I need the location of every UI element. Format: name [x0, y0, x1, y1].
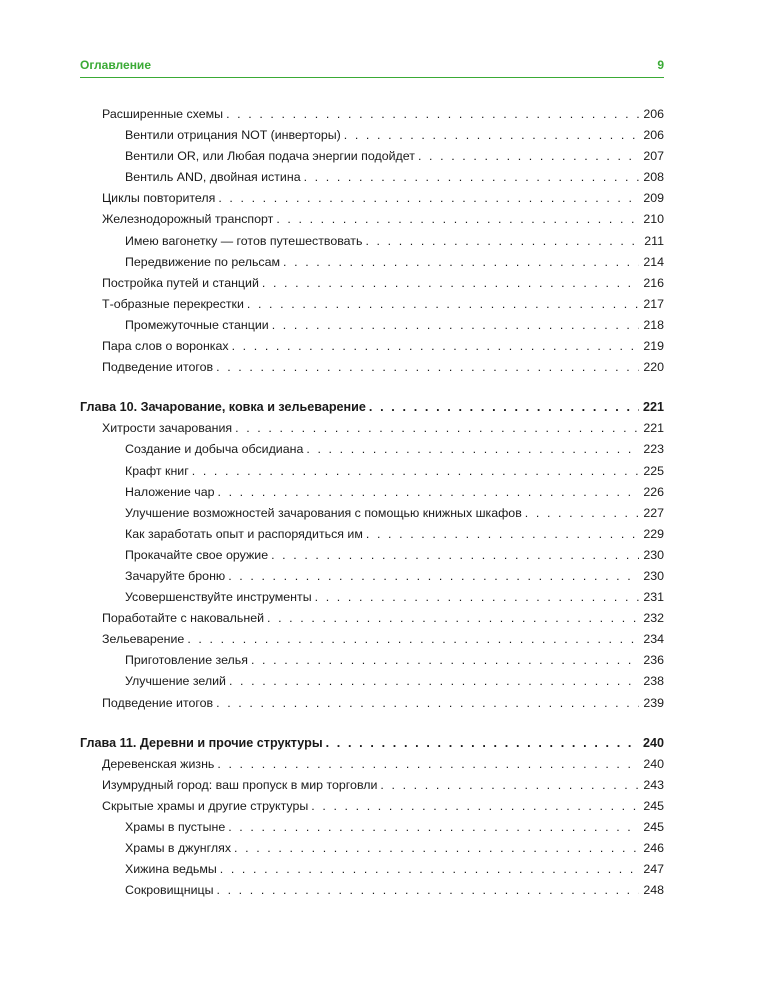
- dot-leader: [267, 608, 639, 629]
- toc-entry-title: Передвижение по рельсам: [125, 254, 281, 269]
- toc-entry-title: Пара слов о воронках: [102, 339, 229, 354]
- toc-entry-page: 221: [643, 421, 664, 436]
- toc-entry[interactable]: [80, 566, 664, 587]
- toc-entry-page: 226: [643, 484, 664, 499]
- toc-entry[interactable]: [80, 650, 664, 671]
- dot-leader: [311, 796, 639, 817]
- dot-leader: [216, 357, 639, 378]
- toc-entry-page: 238: [643, 674, 664, 689]
- toc-entry-page: 216: [643, 275, 664, 290]
- toc-entry[interactable]: [80, 880, 664, 901]
- dot-leader: [315, 587, 639, 608]
- toc-entry-title: Глава 10. Зачарование, ковка и зельеварение: [80, 400, 366, 415]
- dot-leader: [251, 650, 639, 671]
- dot-leader: [306, 439, 639, 460]
- dot-leader: [232, 336, 639, 357]
- dot-leader: [217, 754, 639, 775]
- toc-entry-page: 223: [643, 442, 664, 457]
- dot-leader: [234, 838, 639, 859]
- toc-entry-page: 214: [643, 254, 664, 269]
- toc-entry-page: 206: [643, 128, 664, 143]
- toc-chapter-entry[interactable]: [80, 733, 664, 754]
- toc-entry-page: 236: [643, 653, 664, 668]
- toc-entry-title: Улучшение зелий: [125, 674, 226, 689]
- toc-entry[interactable]: [80, 503, 664, 524]
- toc-entry-page: 209: [643, 191, 664, 206]
- toc-entry-page: 239: [643, 695, 664, 710]
- toc-entry-title: Расширенные схемы: [102, 107, 224, 121]
- toc-entry-page: 220: [643, 360, 664, 375]
- dot-leader: [283, 252, 639, 273]
- toc-entry-page: 232: [643, 611, 664, 626]
- toc-entry-page: 218: [643, 317, 664, 332]
- toc-entry-title: Деревенская жизнь: [102, 756, 215, 771]
- toc-entry-title: Приготовление зелья: [125, 653, 248, 668]
- toc-entry[interactable]: [80, 125, 664, 146]
- toc-chapter-entry[interactable]: [80, 397, 664, 418]
- toc-entry-page: 225: [643, 463, 664, 478]
- toc-entry-title: Сокровищницы: [125, 883, 214, 898]
- toc-entry-title: Глава 11. Деревни и прочие структуры: [80, 735, 323, 750]
- dot-leader: [216, 693, 639, 714]
- toc-entry-title: Изумрудный город: ваш пропуск в мир торговли: [102, 777, 378, 792]
- toc-entry[interactable]: [80, 336, 664, 357]
- toc-entry[interactable]: [80, 418, 664, 439]
- section-gap: [80, 714, 664, 733]
- toc-entry[interactable]: [80, 545, 664, 566]
- toc-entry[interactable]: [80, 439, 664, 460]
- toc-entry-title: Скрытые храмы и другие структуры: [102, 798, 309, 813]
- toc-entry-title: Т-образные перекрестки: [102, 296, 244, 311]
- toc-entry[interactable]: [80, 482, 664, 503]
- section-gap: [80, 378, 664, 397]
- toc-entry[interactable]: [80, 461, 664, 482]
- toc-entry-page: 210: [643, 212, 664, 227]
- dot-leader: [365, 231, 639, 252]
- toc-entry[interactable]: [80, 524, 664, 545]
- header-page-number: 9: [657, 58, 664, 72]
- toc-entry-page: 219: [643, 339, 664, 354]
- dot-leader: [380, 775, 639, 796]
- toc-entry-title: Циклы повторителя: [102, 191, 216, 206]
- toc-entry-page: 245: [643, 798, 664, 813]
- toc-entry-title: Промежуточные станции: [125, 317, 269, 332]
- toc-entry-page: 240: [643, 756, 664, 771]
- toc-entry-title: Хижина ведьмы: [125, 862, 217, 877]
- toc-entry-title: Усовершенствуйте инструменты: [125, 590, 312, 605]
- dot-leader: [228, 566, 639, 587]
- toc-entry[interactable]: [80, 629, 664, 650]
- toc-entry-title: Вентили отрицания NOT (инверторы): [125, 128, 341, 143]
- toc-entry[interactable]: [80, 775, 664, 796]
- toc-entry-page: 248: [643, 883, 664, 898]
- dot-leader: [247, 294, 639, 315]
- toc-entry[interactable]: [80, 252, 664, 273]
- toc-entry[interactable]: [80, 671, 664, 692]
- header-title: Оглавление: [80, 58, 151, 72]
- dot-leader: [304, 167, 639, 188]
- toc-entry-title: Улучшение возможностей зачарования с помощью книжных шкафов: [125, 505, 522, 520]
- toc-entry-title: Прокачайте свое оружие: [125, 547, 269, 562]
- toc-entry-page: 221: [642, 400, 664, 415]
- toc-entry-page: 230: [643, 568, 664, 583]
- dot-leader: [344, 125, 639, 146]
- toc-entry-page: 245: [643, 820, 664, 834]
- toc-entry[interactable]: [80, 167, 664, 188]
- dot-leader: [525, 503, 639, 524]
- toc-entry-page: 206: [643, 107, 664, 121]
- toc-entry-title: Вентили OR, или Любая подача энергии подойдет: [125, 149, 415, 164]
- dot-leader: [262, 273, 639, 294]
- toc-entry[interactable]: [80, 859, 664, 880]
- toc-entry[interactable]: [80, 838, 664, 859]
- toc-entry[interactable]: [80, 587, 664, 608]
- toc-entry[interactable]: [80, 294, 664, 315]
- toc-entry-title: Наложение чар: [125, 484, 215, 499]
- toc-entry-page: 208: [643, 170, 664, 185]
- table-of-contents: [80, 104, 664, 901]
- toc-entry-title: Как заработать опыт и распорядиться им: [125, 526, 363, 541]
- toc-entry[interactable]: [80, 693, 664, 714]
- toc-entry[interactable]: [80, 273, 664, 294]
- dot-leader: [192, 461, 639, 482]
- toc-entry-page: 211: [644, 233, 664, 248]
- dot-leader: [217, 880, 639, 901]
- toc-entry-title: Зельеварение: [102, 632, 185, 647]
- toc-entry[interactable]: [80, 817, 664, 838]
- toc-entry-page: 231: [643, 590, 664, 605]
- dot-leader: [272, 315, 639, 336]
- toc-entry-page: 227: [643, 505, 664, 520]
- toc-entry-title: Хитрости зачарования: [102, 421, 233, 436]
- toc-entry[interactable]: [80, 104, 664, 125]
- toc-entry[interactable]: [80, 146, 664, 167]
- dot-leader: [218, 188, 639, 209]
- toc-entry-page: 234: [643, 632, 664, 647]
- toc-entry-title: Железнодорожный транспорт: [102, 212, 274, 227]
- header-rule: [80, 77, 664, 78]
- toc-entry[interactable]: [80, 315, 664, 336]
- dot-leader: [418, 146, 639, 167]
- dot-leader: [220, 859, 639, 880]
- toc-entry-page: 247: [643, 862, 664, 877]
- toc-entry-page: 246: [643, 841, 664, 856]
- toc-entry[interactable]: [80, 188, 664, 209]
- toc-entry-page: 230: [643, 547, 664, 562]
- dot-leader: [226, 104, 639, 125]
- toc-entry-page: 217: [643, 296, 664, 311]
- dot-leader: [217, 482, 639, 503]
- toc-entry[interactable]: [80, 357, 664, 378]
- toc-entry[interactable]: [80, 231, 664, 252]
- dot-leader: [187, 629, 639, 650]
- dot-leader: [271, 545, 639, 566]
- dot-leader: [235, 418, 639, 439]
- toc-entry-title: Крафт книг: [125, 463, 189, 478]
- toc-entry-title: Имею вагонетку — готов путешествовать: [125, 233, 363, 248]
- dot-leader: [228, 817, 639, 838]
- toc-entry-title: Поработайте с наковальней: [102, 611, 265, 626]
- toc-entry[interactable]: [80, 754, 664, 775]
- dot-leader: [229, 671, 639, 692]
- toc-entry-title: Создание и добыча обсидиана: [125, 442, 304, 457]
- toc-entry[interactable]: [80, 796, 664, 817]
- toc-entry-title: Зачаруйте броню: [125, 568, 226, 583]
- toc-entry[interactable]: [80, 608, 664, 629]
- toc-entry-page: 207: [643, 149, 664, 164]
- toc-entry-title: Храмы в джунглях: [125, 841, 232, 856]
- toc-entry-title: Постройка путей и станций: [102, 275, 259, 290]
- dot-leader: [366, 524, 639, 545]
- toc-entry-page: 229: [643, 526, 664, 541]
- running-header: [80, 56, 664, 74]
- dot-leader: [276, 209, 639, 230]
- dot-leader: [326, 733, 639, 754]
- toc-entry-title: Подведение итогов: [102, 695, 214, 710]
- toc-entry-title: Подведение итогов: [102, 360, 214, 375]
- toc-entry[interactable]: [80, 209, 664, 230]
- toc-entry-page: 243: [643, 777, 664, 792]
- toc-entry-title: Храмы в пустыне: [125, 820, 226, 834]
- toc-entry-page: 240: [642, 735, 664, 750]
- toc-entry-title: Вентиль AND, двойная истина: [125, 170, 301, 185]
- dot-leader: [369, 397, 639, 418]
